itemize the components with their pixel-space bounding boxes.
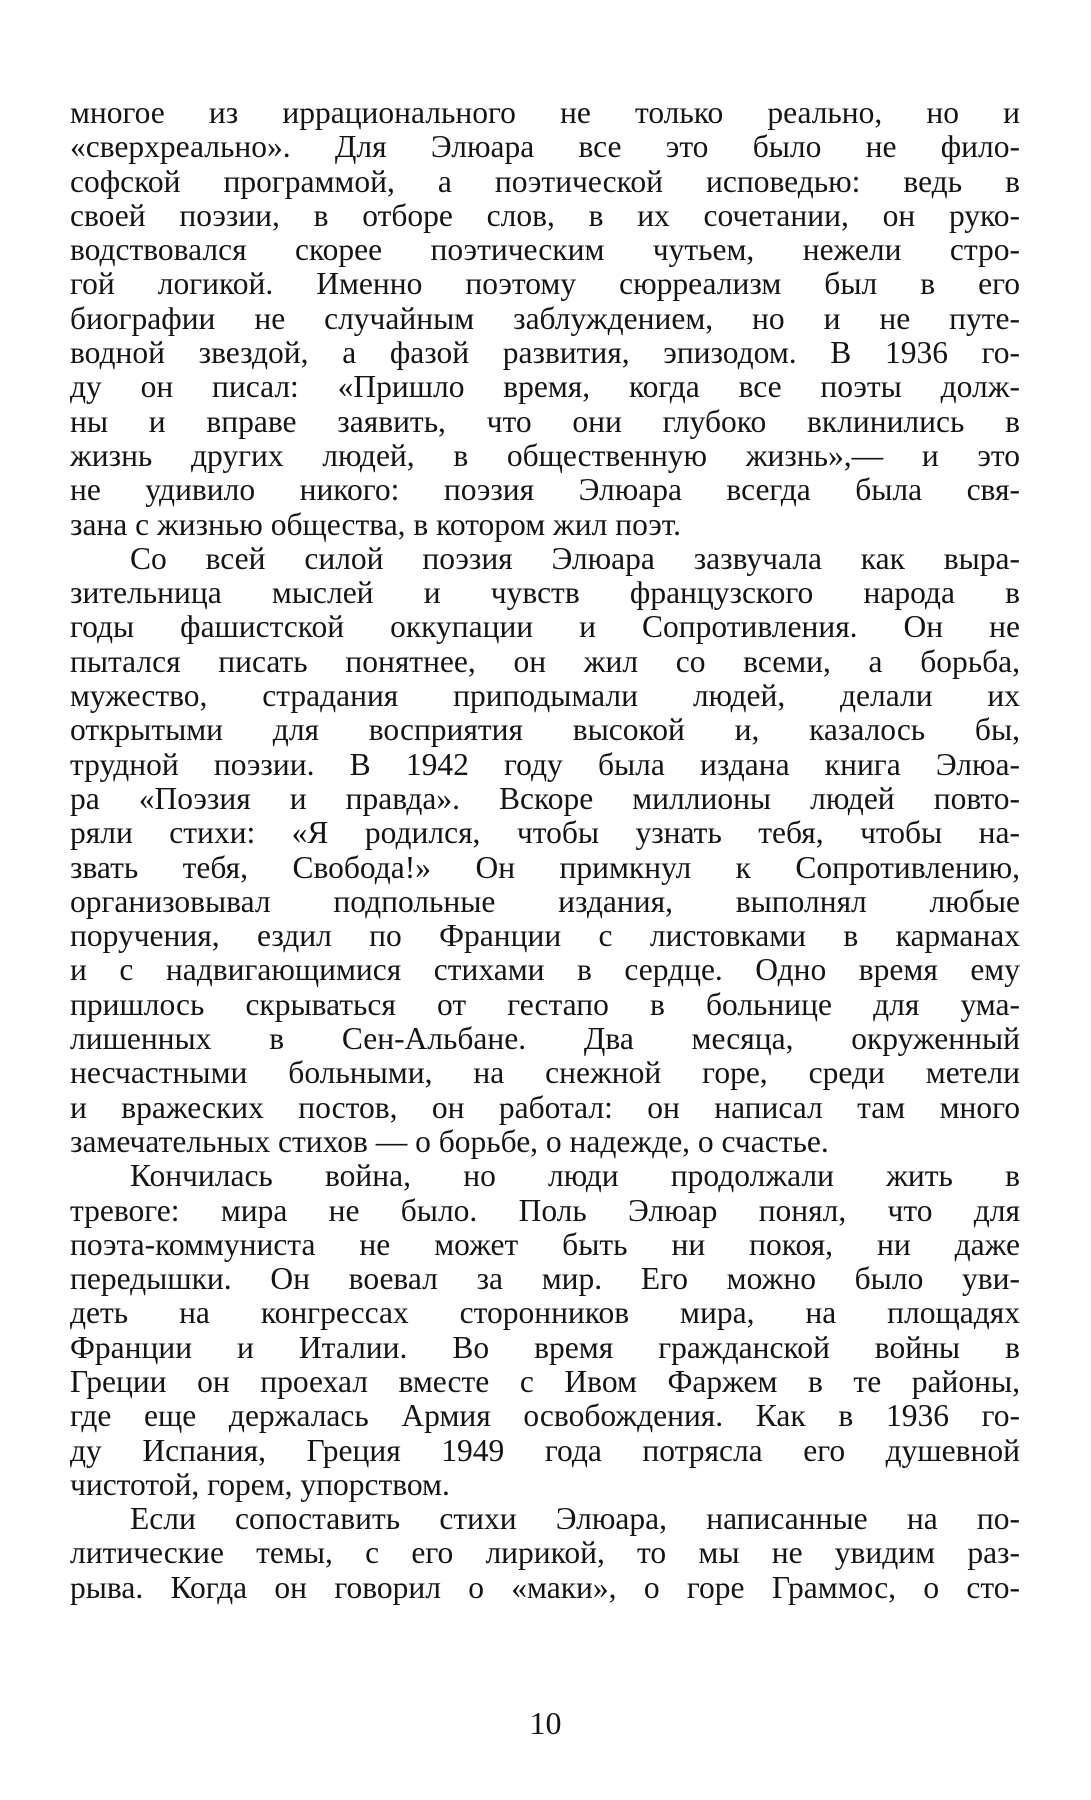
text-line: поручения, ездил по Франции с листовками в карманах <box>70 919 1020 954</box>
text-line: многое из иррационального не только реально, но и <box>70 96 1020 130</box>
text-line: ду Испания, Греция 1949 года потрясла его душевной <box>70 1433 1020 1468</box>
text-line: чистотой, горем, упорством. <box>70 1467 450 1502</box>
text-line: ду он писал: «Пришло время, когда все поэты долж- <box>70 370 1020 405</box>
text-line: рыва. Когда он говорил о «маки», о горе Граммос, о сто- <box>70 1570 1020 1605</box>
text-line: поэта-коммуниста не может быть ни покоя, ни даже <box>70 1227 1020 1262</box>
text-line: лишенных в Сен-Альбане. Два месяца, окруженный <box>70 1022 1020 1057</box>
text-line: где еще держалась Армия освобождения. Как в 1936 го- <box>70 1399 1020 1434</box>
text-line: водствовался скорее поэтическим чутьем, нежели стро- <box>70 233 1020 268</box>
text-line: не удивило никого: поэзия Элюара всегда была свя- <box>70 473 1020 508</box>
text-line: и с надвигающимися стихами в сердце. Одно время ему <box>70 953 1020 988</box>
text-line: ряли стихи: «Я родился, чтобы узнать тебя, чтобы на- <box>70 816 1020 851</box>
text-line: литические темы, с его лирикой, то мы не увидим раз- <box>70 1536 1020 1571</box>
paragraph-1 <box>70 96 1020 542</box>
text-line: передышки. Он воевал за мир. Его можно было уви- <box>70 1262 1020 1297</box>
text-line: «сверхреально». Для Элюара все это было не фило- <box>70 130 1020 165</box>
text-line: Со всей силой поэзия Элюара зазвучала как выра- <box>130 541 1020 576</box>
text-line: и вражеских постов, он работал: он написал там много <box>70 1090 1020 1125</box>
text-line: зана с жизнью общества, в котором жил поэт. <box>70 507 682 542</box>
paragraph-2 <box>70 542 1020 1159</box>
text-line: ны и вправе заявить, что они глубоко вклинились в <box>70 404 1020 439</box>
text-line: тревоге: мира не было. Поль Элюар понял, что для <box>70 1193 1020 1228</box>
text-line: жизнь других людей, в общественную жизнь»,— и это <box>70 438 1020 473</box>
page-number: 10 <box>529 1705 562 1741</box>
text-line: гой логикой. Именно поэтому сюрреализм был в его <box>70 267 1020 302</box>
text-line: пришлось скрываться от гестапо в больнице для ума- <box>70 987 1020 1022</box>
text-line: открытыми для восприятия высокой и, казалось бы, <box>70 713 1020 748</box>
text-line: трудной поэзии. В 1942 году была издана книга Элюа- <box>70 747 1020 782</box>
text-line: годы фашистской оккупации и Сопротивления. Он не <box>70 610 1020 645</box>
text-line: Греции он проехал вместе с Ивом Фаржем в те районы, <box>70 1364 1020 1399</box>
paragraph-4 <box>70 1502 1020 1605</box>
text-line: ра «Поэзия и правда». Вскоре миллионы людей повто- <box>70 781 1020 816</box>
text-line: своей поэзии, в отборе слов, в их сочетании, он руко- <box>70 198 1020 233</box>
text-line: биографии не случайным заблуждением, но и не путе- <box>70 301 1020 336</box>
text-line: зительница мыслей и чувств французского народа в <box>70 576 1020 611</box>
text-line: замечательных стихов — о борьбе, о надежде, о счастье. <box>70 1124 829 1159</box>
text-line: Если сопоставить стихи Элюара, написанные на по- <box>130 1502 1020 1537</box>
text-line: организовывал подпольные издания, выполнял любые <box>70 884 1020 919</box>
body-text <box>70 96 1020 1605</box>
text-line: звать тебя, Свобода!» Он примкнул к Сопротивлению, <box>70 850 1020 885</box>
text-line: Франции и Италии. Во время гражданской войны в <box>70 1330 1020 1365</box>
text-line: пытался писать понятнее, он жил со всеми, а борьба, <box>70 644 1020 679</box>
text-line: Кончилась война, но люди продолжали жить в <box>130 1159 1020 1194</box>
text-line: деть на конгрессах сторонников мира, на площадях <box>70 1296 1020 1331</box>
text-line: софской программой, а поэтической исповедью: ведь в <box>70 164 1020 199</box>
paragraph-3 <box>70 1159 1020 1502</box>
text-line: мужество, страдания приподымали людей, делали их <box>70 679 1020 714</box>
text-line: несчастными больными, на снежной горе, среди метели <box>70 1056 1020 1091</box>
text-line: водной звездой, а фазой развития, эпизодом. В 1936 го- <box>70 336 1020 371</box>
